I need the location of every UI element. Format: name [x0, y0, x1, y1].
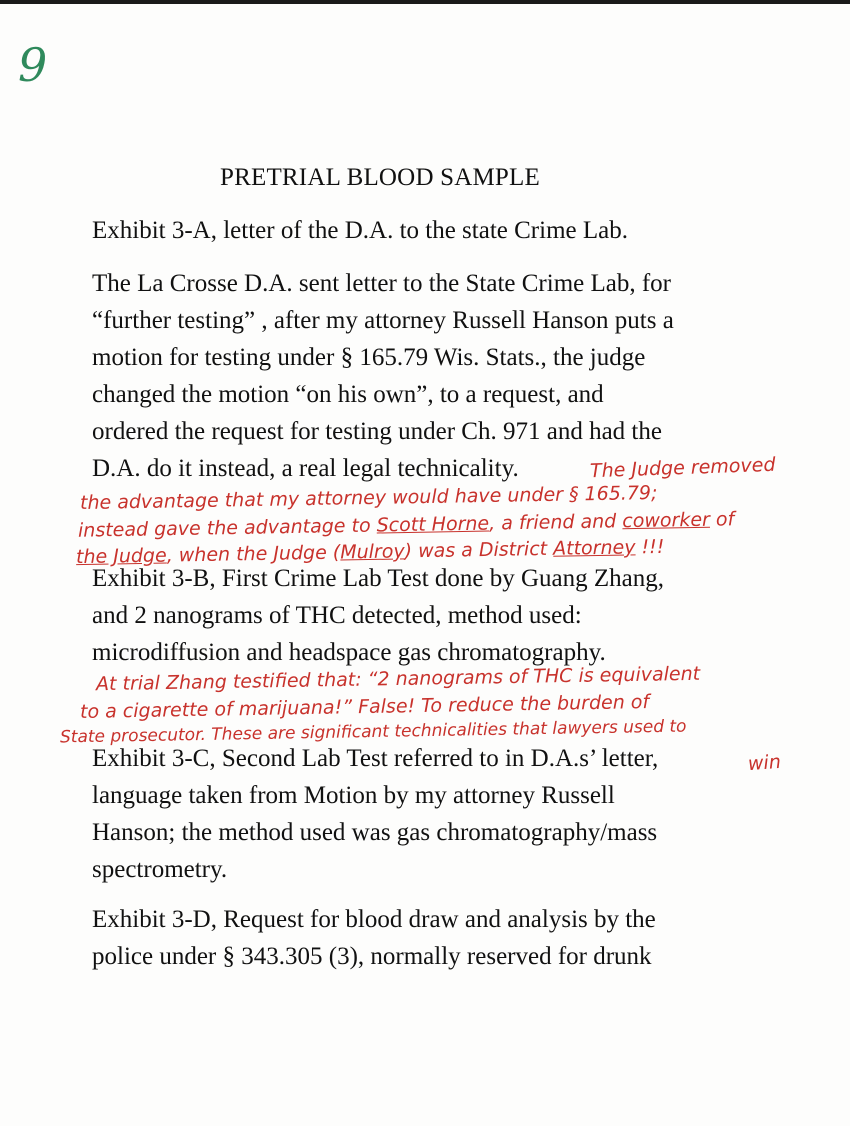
- note1-segment: ) was a District: [404, 537, 548, 563]
- note1-segment: , when the Judge (: [166, 541, 341, 567]
- para1-line-4: changed the motion “on his own”, to a request, and: [92, 381, 604, 408]
- para2-line-3: microdiffusion and headspace gas chromatography.: [92, 639, 606, 666]
- note1-underlined-name: Scott Horne: [376, 512, 490, 537]
- handwritten-page-number: 9: [18, 38, 48, 92]
- note1-underlined-phrase: the Judge: [75, 544, 167, 569]
- note1-underlined-name: Mulroy: [340, 540, 405, 564]
- page-title: PRETRIAL BLOOD SAMPLE: [220, 164, 540, 191]
- para2-line-2: and 2 nanograms of THC detected, method used:: [92, 602, 582, 629]
- para1-line-6: D.A. do it instead, a real legal technicality.: [92, 455, 519, 482]
- note1-segment: , a friend and: [488, 510, 617, 535]
- handwritten-note-1-line-1: The Judge removed: [589, 453, 776, 483]
- note1-underlined-word: Attorney: [552, 536, 636, 560]
- para1-line-5: ordered the request for testing under Ch. 971 and had the: [92, 418, 662, 445]
- note1-segment: !!!: [635, 535, 665, 559]
- para3-line-1: Exhibit 3-C, Second Lab Test referred to in D.A.s’ letter,: [92, 745, 659, 772]
- handwritten-note-2-line-3: State prosecutor. These are significant technicalities that lawyers used to: [59, 716, 687, 748]
- note1-segment: of: [709, 508, 735, 531]
- para1-line-2: “further testing” , after my attorney Russell Hanson puts a: [92, 307, 674, 334]
- handwritten-note-2-line-2: to a cigarette of marijuana!” False! To reduce the burden of: [79, 691, 650, 723]
- para2-line-1: Exhibit 3-B, First Crime Lab Test done by Guang Zhang,: [92, 565, 665, 592]
- para3-line-3: Hanson; the method used was gas chromatography/mass: [92, 819, 658, 846]
- para4-line-1: Exhibit 3-D, Request for blood draw and analysis by the: [92, 906, 656, 933]
- note1-underlined-word: coworker: [622, 508, 711, 533]
- para3-line-2: language taken from Motion by my attorney Russell: [92, 782, 615, 809]
- handwritten-note-2-line-1: At trial Zhang testified that: “2 nanograms of THC is equivalent: [95, 662, 701, 696]
- note1-segment: instead gave the advantage to: [77, 514, 371, 542]
- exhibit-3a-heading: Exhibit 3-A, letter of the D.A. to the state Crime Lab.: [92, 217, 628, 244]
- handwritten-note-2-line-4: win: [747, 750, 782, 776]
- para4-line-2: police under § 343.305 (3), normally reserved for drunk: [92, 943, 652, 970]
- para3-line-4: spectrometry.: [92, 856, 228, 883]
- para1-line-3: motion for testing under § 165.79 Wis. Stats., the judge: [92, 344, 646, 371]
- para1-line-1: The La Crosse D.A. sent letter to the State Crime Lab, for: [92, 270, 672, 297]
- handwritten-note-1-line-2: the advantage that my attorney would have under § 165.79;: [79, 481, 658, 515]
- scan-top-edge: [0, 0, 850, 4]
